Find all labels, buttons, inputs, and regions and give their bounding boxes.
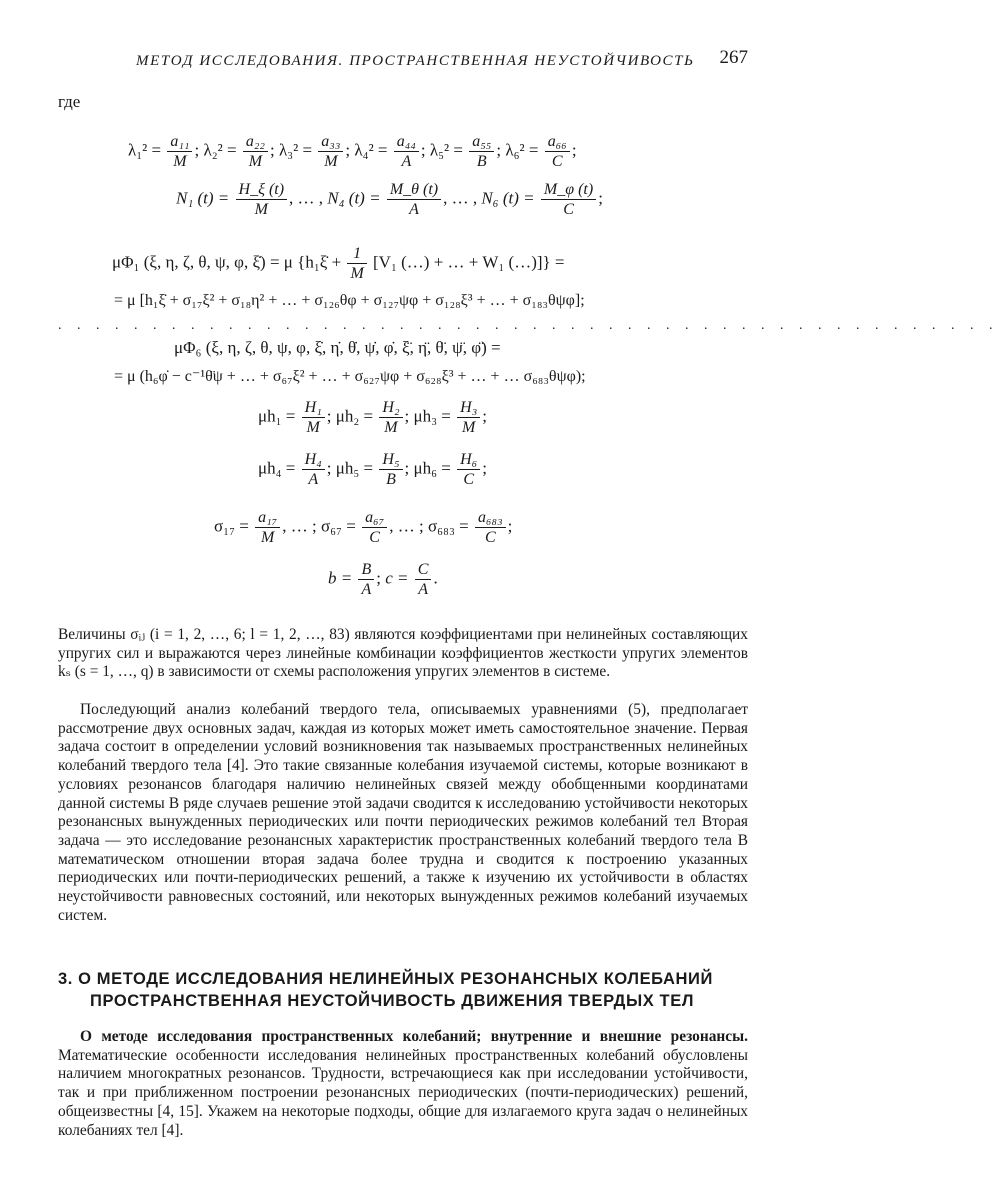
fraction-numerator: M_φ (t) — [541, 180, 596, 200]
formula-mu-phi1-expansion: = μ [h₁ξ̇ + σ₁₇ξ² + σ₁₈η² + … + σ₁₂₆θφ + σ₁₂₇ψφ + σ₁₂₈ξ³ + … + σ₁₈₃θψφ]; — [114, 292, 585, 309]
separator: ; — [598, 188, 603, 208]
formula-mu-phi6: μΦ₆ (ξ, η, ζ, θ, ψ, φ, ξ̇, η̇, θ̇, ψ̇, φ̇, ξ̈, η̈, θ̈, ψ̈, φ̈) = — [174, 338, 501, 357]
paragraph-coefficients: Величины σᵢⱼ (i = 1, 2, …, 6; l = 1, 2, …, 83) являются коэффициентами при нелинейных составляющих упругих сил и выражаются через линейные комбинации коэффициентов жесткости упругих элементов kₛ (s = 1, …, q) в зависимости от схемы расположения упругих элементов в системе. — [58, 626, 748, 681]
fraction-numerator: H₆ — [457, 450, 480, 470]
fraction-numerator: H₅ — [379, 450, 402, 470]
separator: ; — [420, 140, 426, 160]
separator: ; — [345, 140, 351, 160]
fraction-denominator: A — [308, 471, 319, 488]
b-lhs: b = — [328, 568, 353, 588]
fraction-numerator: a₁₇ — [255, 508, 280, 528]
separator: , … ; — [389, 516, 424, 536]
lambda-5-fraction — [469, 132, 494, 171]
n6-fraction — [541, 180, 596, 219]
n4-lhs: N₄ (t) = — [327, 188, 381, 208]
formula-n-functions — [176, 180, 603, 219]
separator: ; — [482, 406, 487, 426]
fraction-numerator: a₄₄ — [394, 132, 419, 152]
fraction-numerator: H₂ — [379, 398, 402, 418]
sigma-67-lhs: σ₆₇ = — [320, 516, 356, 536]
lambda-1-lhs: λ₁² = — [128, 140, 162, 160]
fraction-denominator: B — [476, 153, 487, 170]
mu-h3-lhs: μh₃ = — [413, 406, 451, 426]
separator: ; — [194, 140, 200, 160]
fraction-denominator: A — [409, 201, 419, 218]
fraction-denominator: A — [361, 581, 372, 598]
page-number: 267 — [719, 47, 748, 68]
n1-lhs: N₁ (t) = — [176, 188, 230, 208]
lambda-3-lhs: λ₃² = — [278, 140, 313, 160]
paragraph-analysis: Последующий анализ колебаний твердого тела, описываемых уравнениями (5), предполагает рассмотрение двух основных задач, каждая из которых может иметь самостоятельное значение. Первая задача состоит в определении условий возникновения так называемых пространственных нелинейных колебаний твердого тела [4]. Это такие связанные колебания изучаемой системы, которые возникают в условиях резонансов благодаря наличию нелинейных связей между обобщенными координатами данной системы В ряде случаев решение этой задачи сводится к исследованию устойчивости некоторых резонансных вынужденных периодических или почти периодических режимов колебаний тел Вторая задача — это исследование резонансных характеристик пространственных колебаний твердого тела В математическом отношении вторая задача более трудна и сводится к построению указанных периодических или почти-периодических решений, а также к изучению их устойчивости в областях неустойчивости равновесных состояний, или некоторых вынужденных режимов колебаний изучаемых систем. — [58, 701, 748, 924]
formula-sigma-coefficients — [214, 508, 512, 547]
lambda-6-lhs: λ₆² = — [505, 140, 539, 160]
mu-phi1-left: μΦ₁ (ξ, η, ζ, θ, ψ, φ, ξ̇) = μ {h₁ξ̇ + — [112, 252, 342, 272]
mu-h5-fraction — [379, 450, 402, 489]
separator: ; — [376, 568, 381, 588]
separator: , … ; — [282, 516, 317, 536]
where-label: где — [58, 92, 81, 111]
fraction-denominator: C — [463, 471, 475, 488]
fraction-numerator: a₃₃ — [318, 132, 343, 152]
fraction-denominator: C — [484, 529, 496, 546]
lambda-3-fraction — [318, 132, 343, 171]
separator: ; — [482, 458, 487, 478]
fraction-denominator: M — [248, 153, 263, 170]
mu-h1-fraction — [302, 398, 325, 437]
fraction-denominator: C — [563, 201, 574, 218]
fraction-denominator: M — [306, 419, 320, 436]
mu-h3-fraction — [457, 398, 480, 437]
separator: , … , — [443, 188, 478, 208]
fraction-denominator: M — [384, 419, 398, 436]
running-header-title: МЕТОД ИССЛЕДОВАНИЯ. ПРОСТРАНСТВЕННАЯ НЕУСТОЙЧИВОСТЬ — [136, 53, 695, 69]
fraction-denominator: B — [386, 471, 396, 488]
lambda-2-fraction — [243, 132, 268, 171]
lambda-4-fraction — [394, 132, 419, 171]
lambda-1-fraction — [167, 132, 192, 171]
fraction-denominator: M — [261, 529, 275, 546]
section-heading — [58, 968, 748, 1012]
mu-h4-fraction — [302, 450, 325, 489]
formula-mu-phi1 — [112, 244, 565, 283]
separator: , … , — [289, 188, 324, 208]
section-heading-line-1: 3. О МЕТОДЕ ИССЛЕДОВАНИЯ НЕЛИНЕЙНЫХ РЕЗОНАНСНЫХ КОЛЕБАНИЙ — [58, 970, 713, 988]
mu-h5-lhs: μh₅ = — [335, 458, 374, 478]
fraction-numerator: a₅₅ — [469, 132, 494, 152]
sigma-67-fraction — [362, 508, 387, 547]
mu-h4-lhs: μh₄ = — [258, 458, 296, 478]
n1-fraction — [236, 180, 288, 219]
omission-dots: . . . . . . . . . . . . . . . . . . . . . . . . . . . . . . . . . . . . . . . . . . . . . . . . . . — [58, 318, 999, 333]
mu-h6-lhs: μh₆ = — [413, 458, 451, 478]
fraction-denominator: A — [401, 153, 412, 170]
fraction-denominator: M — [350, 265, 364, 282]
formula-lambda-squares — [128, 132, 577, 171]
formula-b-c — [328, 560, 438, 599]
paragraph-method-body: Математические особенности исследования нелинейных пространственных колебаний обусловлены наличием многократных резонансов. Трудности, встречающиеся как при исследовании устойчивости, так и при приближенном построении резонансных периодических (почти-периодических) решений, общеизвестны [4, 15]. Укажем на некоторые подходы, общие для излагаемого круга задач о нелинейных колебаниях тел [4]. — [58, 1046, 748, 1139]
fraction-numerator: B — [358, 560, 374, 580]
fraction-denominator: C — [369, 529, 380, 546]
fraction-numerator: 1 — [347, 244, 366, 264]
formula-mu-phi6-expansion: = μ (h₆φ̇ − c⁻¹θ̈ψ + … + σ₆₇ξ² + … + σ₆₂₇ψφ + σ₆₂₈ξ³ + … + … σ₆₈₃θψφ); — [114, 368, 586, 385]
separator: ; — [571, 140, 577, 160]
c-lhs: c = — [385, 568, 409, 588]
n4-fraction — [387, 180, 441, 219]
fraction-numerator: C — [415, 560, 432, 580]
fraction-denominator: A — [418, 581, 428, 598]
fraction-numerator: a₆₈₃ — [475, 508, 506, 528]
section-heading-line-2: ПРОСТРАНСТВЕННАЯ НЕУСТОЙЧИВОСТЬ ДВИЖЕНИЯ ТВЕРДЫХ ТЕЛ — [90, 992, 695, 1010]
lambda-5-lhs: λ₅² = — [429, 140, 463, 160]
formula-mu-h-1-3 — [258, 398, 487, 437]
fraction-numerator: a₁₁ — [167, 132, 192, 152]
sigma-683-fraction — [475, 508, 506, 547]
mu-h2-fraction — [379, 398, 402, 437]
separator: ; — [269, 140, 275, 160]
n6-lhs: N₆ (t) = — [481, 188, 535, 208]
separator: ; — [404, 458, 410, 478]
fraction-numerator: H₃ — [457, 398, 480, 418]
mu-phi1-fraction — [347, 244, 366, 283]
fraction-numerator: a₆₆ — [545, 132, 570, 152]
mu-h1-lhs: μh₁ = — [258, 406, 296, 426]
separator: . — [433, 568, 438, 588]
sigma-17-fraction — [255, 508, 280, 547]
sigma-683-lhs: σ₆₈₃ = — [427, 516, 469, 536]
mu-phi1-right: [V₁ (…) + … + W₁ (…)]} = — [373, 252, 565, 272]
fraction-denominator: M — [173, 153, 187, 170]
c-fraction — [415, 560, 432, 599]
separator: ; — [507, 516, 513, 536]
paragraph-method — [58, 1028, 748, 1140]
fraction-numerator: H₄ — [302, 450, 325, 470]
fraction-numerator: M_θ (t) — [387, 180, 441, 200]
sigma-17-lhs: σ₁₇ = — [214, 516, 249, 536]
fraction-denominator: M — [462, 419, 476, 436]
separator: ; — [404, 406, 410, 426]
separator: ; — [326, 458, 332, 478]
separator: ; — [326, 406, 332, 426]
b-fraction — [358, 560, 374, 599]
fraction-denominator: M — [324, 153, 338, 170]
fraction-denominator: C — [551, 153, 563, 170]
fraction-denominator: M — [254, 201, 268, 218]
mu-h6-fraction — [457, 450, 480, 489]
separator: ; — [496, 140, 502, 160]
formula-mu-h-4-6 — [258, 450, 487, 489]
run-in-heading: О методе исследования пространственных колебаний; внутренние и внешние резонансы. — [80, 1028, 748, 1045]
mu-h2-lhs: μh₂ = — [335, 406, 374, 426]
lambda-2-lhs: λ₂² = — [203, 140, 237, 160]
fraction-numerator: H₁ — [302, 398, 325, 418]
fraction-numerator: H_ξ (t) — [236, 180, 288, 200]
lambda-4-lhs: λ₄² = — [354, 140, 388, 160]
fraction-numerator: a₆₇ — [362, 508, 387, 528]
lambda-6-fraction — [545, 132, 570, 171]
fraction-numerator: a₂₂ — [243, 132, 268, 152]
